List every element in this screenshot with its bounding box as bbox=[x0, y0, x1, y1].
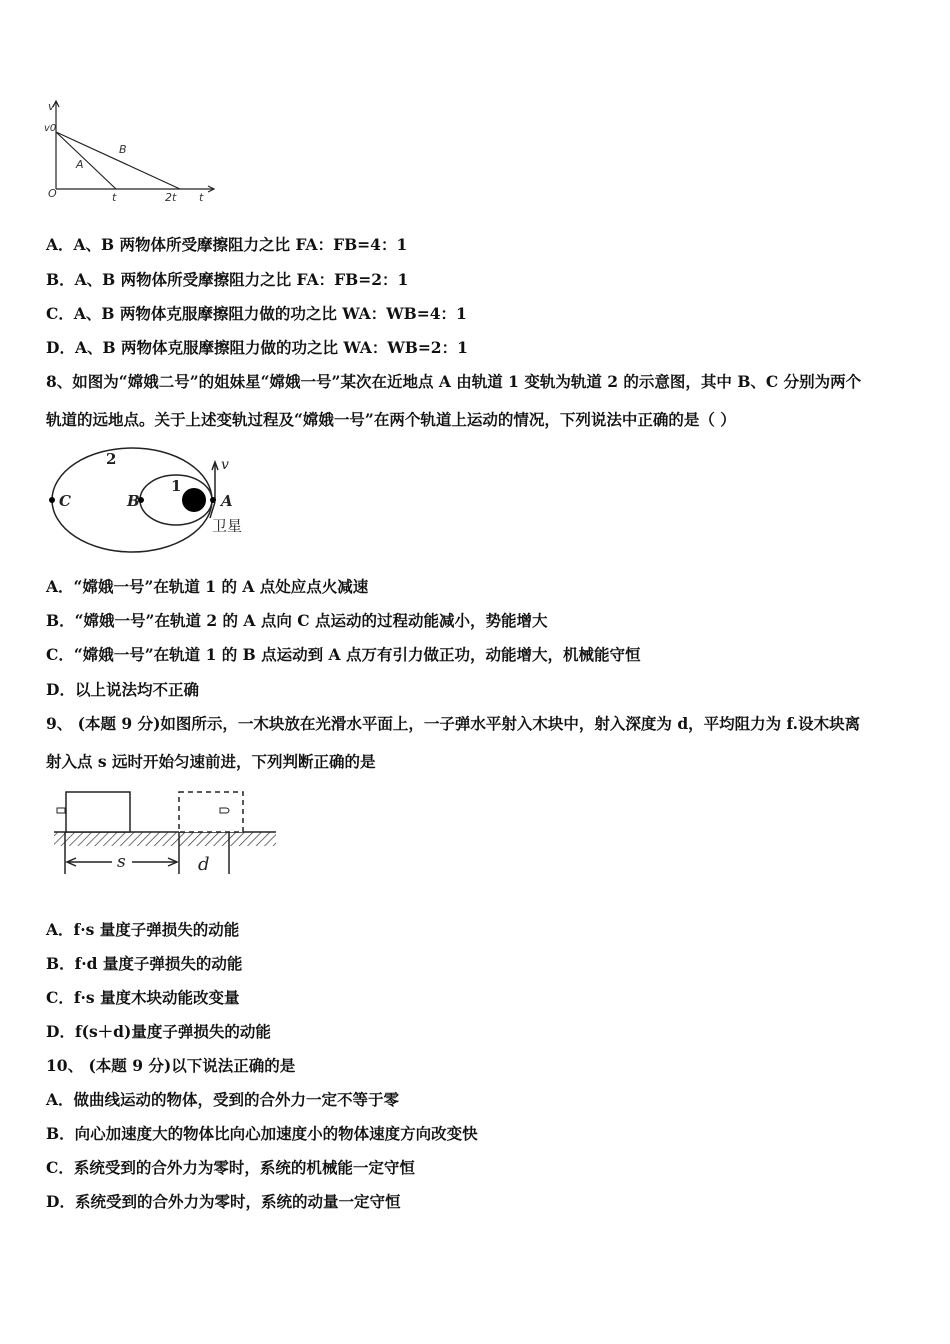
q7-option-d[interactable]: D．A、B 两物体克服摩擦阻力做的功之比 WA：WB=2：1 bbox=[46, 338, 468, 357]
orbit-diagram bbox=[44, 444, 264, 560]
point-b-label: B bbox=[127, 492, 140, 510]
orbit2-label: 2 bbox=[106, 450, 117, 468]
v-axis-label: v bbox=[48, 100, 55, 113]
bullet-block-diagram bbox=[46, 784, 282, 880]
orbit1-label: 1 bbox=[171, 477, 182, 495]
q8-option-d[interactable]: D．以上说法均不正确 bbox=[46, 680, 199, 699]
origin-label: O bbox=[48, 187, 57, 200]
vt-graph bbox=[44, 96, 219, 208]
q10-stem: 10、 (本题 9 分)以下说法正确的是 bbox=[46, 1056, 296, 1075]
earth-dot bbox=[182, 488, 206, 512]
q8-stem-line1: 8、如图为“嫦娥二号”的姐妹星“嫦娥一号”某次在近地点 A 由轨道 1 变轨为轨道 2 的示意图，其中 B、C 分别为两个 bbox=[46, 372, 862, 391]
s-label: s bbox=[117, 852, 126, 872]
q10-option-b[interactable]: B．向心加速度大的物体比向心加速度小的物体速度方向改变快 bbox=[46, 1124, 478, 1143]
q10-option-d[interactable]: D．系统受到的合外力为零时，系统的动量一定守恒 bbox=[46, 1192, 401, 1211]
line-b-label: B bbox=[119, 143, 127, 156]
q8-option-a[interactable]: A．“嫦娥一号”在轨道 1 的 A 点处应点火减速 bbox=[46, 577, 369, 596]
q8-option-b[interactable]: B．“嫦娥一号”在轨道 2 的 A 点向 C 点运动的过程动能减小，势能增大 bbox=[46, 611, 548, 630]
q9-option-a[interactable]: A．f·s 量度子弹损失的动能 bbox=[46, 920, 240, 939]
2t-tick-label: 2t bbox=[165, 191, 177, 204]
satellite-label: 卫星 bbox=[212, 517, 243, 535]
d-label: d bbox=[198, 854, 210, 875]
q10-option-a[interactable]: A．做曲线运动的物体，受到的合外力一定不等于零 bbox=[46, 1090, 400, 1109]
q7-option-c[interactable]: C．A、B 两物体克服摩擦阻力做的功之比 WA：WB=4：1 bbox=[46, 304, 467, 323]
q9-stem-line1: 9、 (本题 9 分)如图所示，一木块放在光滑水平面上，一子弹水平射入木块中，射入深度为 d，平均阻力为 f.设木块离 bbox=[46, 714, 861, 733]
point-a-label: A bbox=[221, 492, 233, 510]
point-c-label: C bbox=[59, 492, 71, 510]
q8-option-c[interactable]: C．“嫦娥一号”在轨道 1 的 B 点运动到 A 点万有引力做正功，动能增大，机械能守恒 bbox=[46, 645, 641, 664]
q9-option-c[interactable]: C．f·s 量度木块动能改变量 bbox=[46, 988, 240, 1007]
q10-option-c[interactable]: C．系统受到的合外力为零时，系统的机械能一定守恒 bbox=[46, 1158, 415, 1177]
q9-option-b[interactable]: B．f·d 量度子弹损失的动能 bbox=[46, 954, 243, 973]
q9-stem-line2: 射入点 s 远时开始匀速前进，下列判断正确的是 bbox=[46, 752, 376, 771]
q8-stem-line2: 轨道的远地点。关于上述变轨过程及“嫦娥一号”在两个轨道上运动的情况，下列说法中正确的是（ ） bbox=[46, 410, 736, 429]
line-a-label: A bbox=[76, 158, 84, 171]
velocity-label: v bbox=[221, 457, 229, 473]
q7-option-a[interactable]: A．A、B 两物体所受摩擦阻力之比 FA：FB=4：1 bbox=[46, 235, 408, 254]
v0-label: v0 bbox=[44, 123, 57, 134]
q9-option-d[interactable]: D．f(s＋d)量度子弹损失的动能 bbox=[46, 1022, 271, 1041]
t-axis-label: t bbox=[199, 191, 204, 204]
t-tick-label: t bbox=[112, 191, 117, 204]
q7-option-b[interactable]: B．A、B 两物体所受摩擦阻力之比 FA：FB=2：1 bbox=[46, 270, 409, 289]
